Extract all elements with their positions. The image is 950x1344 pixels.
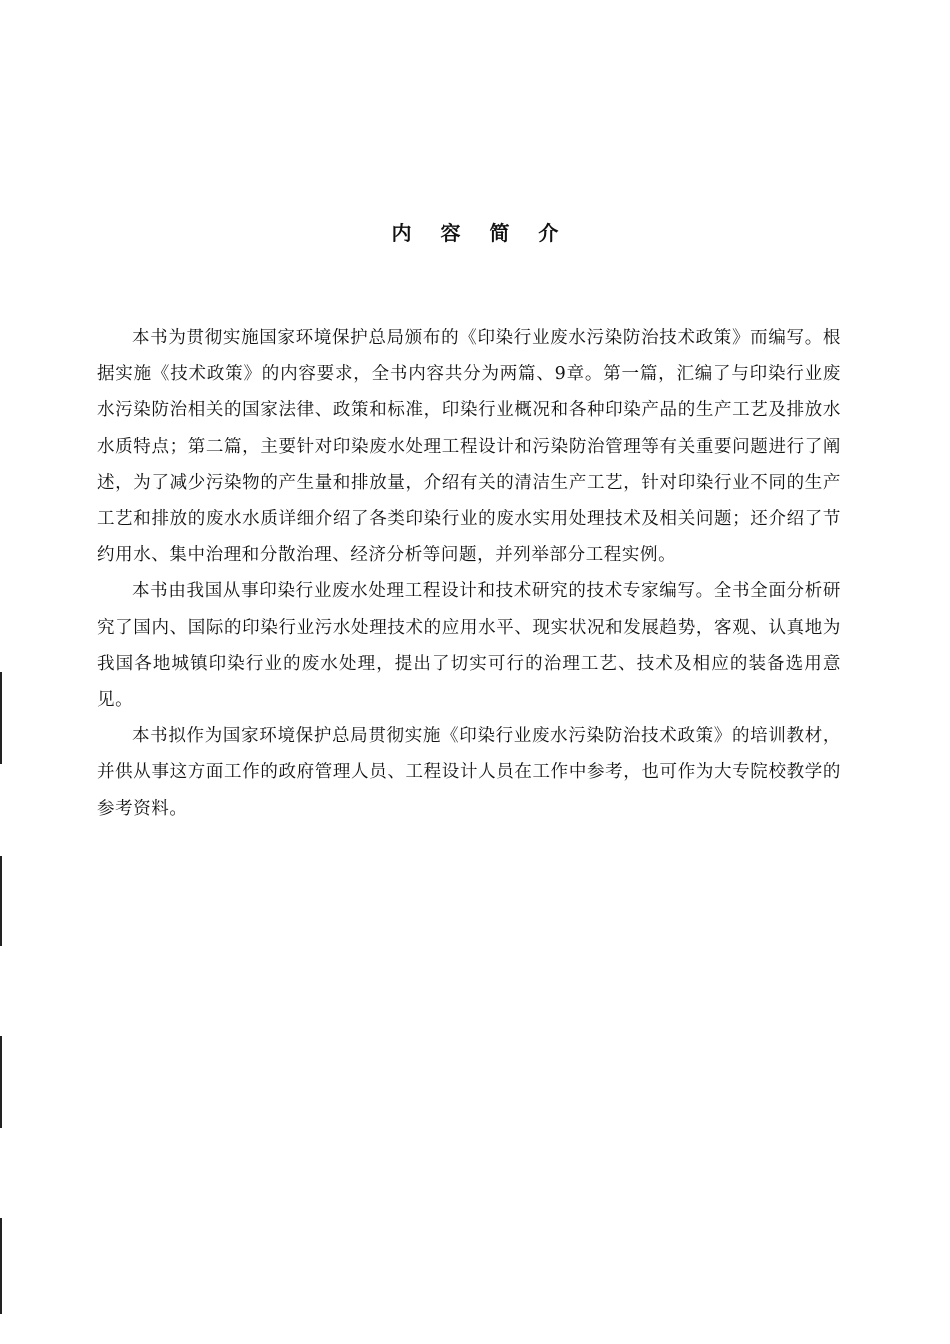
paragraph-overview: 本书为贯彻实施国家环境保护总局颁布的《印染行业废水污染防治技术政策》而编写。根据实施《技术政策》的内容要求，全书内容共分为两篇、9章。第一篇，汇编了与印染行业废水污染防治相关的国家法律、政策和标准，印染行业概况和各种印染产品的生产工艺及排放水水质特点；第二篇，主要针对印染废水处理工程设计和污染防治管理等有关重要问题进行了阐述，为了减少污染物的产生量和排放量，介绍有关的清洁生产工艺，针对印染行业不同的生产工艺和排放的废水水质详细介绍了各类印染行业的废水实用处理技术及相关问题；还介绍了节约用水、集中治理和分散治理、经济分析等问题，并列举部分工程实例。 — [97, 328, 841, 566]
scan-edge-mark — [0, 1036, 2, 1128]
scan-edge-mark — [0, 856, 2, 946]
paragraph-purpose: 本书拟作为国家环境保护总局贯彻实施《印染行业废水污染防治技术政策》的培训教材，并供从事这方面工作的政府管理人员、工程设计人员在工作中参考，也可作为大专院校教学的参考资料。 — [97, 726, 841, 819]
scan-edge-mark — [0, 1218, 2, 1314]
body-text — [97, 320, 841, 827]
scan-edge-mark — [0, 672, 2, 764]
page-title: 内 容 简 介 — [391, 221, 570, 245]
paragraph-authors: 本书由我国从事印染行业废水处理工程设计和技术研究的技术专家编写。全书全面分析研究了国内、国际的印染行业污水处理技术的应用水平、现实状况和发展趋势，客观、认真地为我国各地城镇印染行业的废水处理，提出了切实可行的治理工艺、技术及相应的装备选用意见。 — [97, 581, 841, 711]
